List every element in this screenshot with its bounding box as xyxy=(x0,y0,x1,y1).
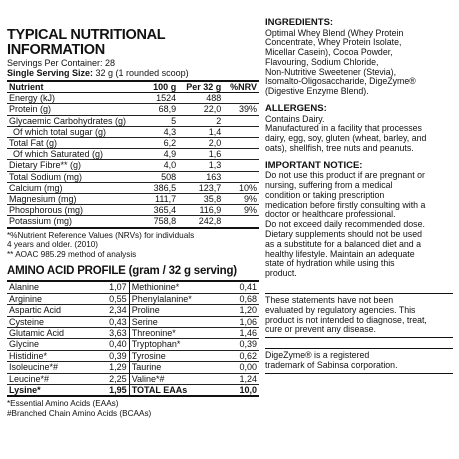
amino-value: 0,62 xyxy=(227,350,259,361)
value-100g: 6,2 xyxy=(147,138,178,149)
nutrient-name: Energy (kJ) xyxy=(7,93,147,104)
amino-value: 1,07 xyxy=(96,281,129,293)
notice-line: medication before firstly consulting with a xyxy=(265,199,426,210)
amino-row xyxy=(7,362,259,373)
amino-name: Alanine xyxy=(7,281,96,293)
notice-line: healthy lifestyle. Maintain an adequate xyxy=(265,248,415,259)
nutrient-name: Protein (g) xyxy=(7,104,147,115)
amino-value: 1,95 xyxy=(96,385,129,397)
value-nrv xyxy=(223,138,259,149)
notice-line: as a substitute for a balanced diet and a xyxy=(265,238,422,249)
nutrition-row xyxy=(7,115,259,126)
nutrition-row xyxy=(7,171,259,182)
value-per32g: 116,9 xyxy=(178,205,223,216)
value-nrv: 9% xyxy=(223,194,259,205)
amino-name: TOTAL EAAs xyxy=(129,385,226,397)
nutrition-row xyxy=(7,138,259,149)
amino-row xyxy=(7,350,259,361)
notice-line: doctor or healthcare professional. xyxy=(265,209,396,220)
amino-name: Serine xyxy=(129,316,226,327)
value-100g: 758,8 xyxy=(147,216,178,228)
allergens-text xyxy=(265,115,453,154)
servings-per-container: Servings Per Container: 28 xyxy=(7,58,116,68)
nutrient-name: Total Sodium (mg) xyxy=(7,171,147,182)
header-100g: 100 g xyxy=(147,81,178,93)
value-per32g: 1,6 xyxy=(178,149,223,160)
amino-value: 2,34 xyxy=(96,305,129,316)
value-100g: 4,0 xyxy=(147,160,178,171)
nutrition-panel xyxy=(7,28,259,419)
value-100g: 386,5 xyxy=(147,182,178,193)
ingredients-line: Isomalto-Oligosaccharide, DigeZyme® xyxy=(265,76,416,87)
nutrient-name: Potassium (mg) xyxy=(7,216,147,228)
notice-heading: IMPORTANT NOTICE: xyxy=(265,159,363,171)
value-per32g: 242,8 xyxy=(178,216,223,228)
notice-line: condition or taking prescription xyxy=(265,189,385,200)
amino-value: 1,46 xyxy=(227,328,259,339)
amino-value: 0,68 xyxy=(227,293,259,304)
trademark-line: trademark of Sabinsa corporation. xyxy=(265,360,398,371)
amino-name: Methionine* xyxy=(129,281,226,293)
amino-row xyxy=(7,385,259,397)
amino-title: AMINO ACID PROFILE (gram / 32 g serving) xyxy=(7,265,237,278)
amino-name: Proline xyxy=(129,305,226,316)
amino-footnotes xyxy=(7,399,259,418)
notice-line: Dietary supplements should not be used xyxy=(265,229,422,240)
header-nutrient: Nutrient xyxy=(7,81,147,93)
notice-line: state of hydration while using this xyxy=(265,258,395,269)
amino-name: Taurine xyxy=(129,362,226,373)
nutrition-row xyxy=(7,93,259,104)
footnote-age: 4 years and older. (2010) xyxy=(7,240,99,250)
amino-name: Lysine* xyxy=(7,385,96,397)
amino-row xyxy=(7,328,259,339)
amino-name: Histidine* xyxy=(7,350,96,361)
ingredients-line: Micellar Casein), Cocoa Powder, xyxy=(265,47,393,58)
nutrition-row xyxy=(7,194,259,205)
nutrient-name: Magnesium (mg) xyxy=(7,194,147,205)
notice-line: nursing, suffering from a medical xyxy=(265,180,393,191)
amino-value: 3,63 xyxy=(96,328,129,339)
value-nrv: 9% xyxy=(223,205,259,216)
trademark-text xyxy=(265,351,453,371)
amino-value: 1,06 xyxy=(227,316,259,327)
ingredients-heading: INGREDIENTS: xyxy=(265,17,334,28)
nutrition-row xyxy=(7,205,259,216)
ingredients-line: (Digestive Enzyme Blend). xyxy=(265,86,369,97)
allergens-line: dairy, egg, soy, gluten (wheat, barley, and xyxy=(265,133,427,144)
notice-text xyxy=(265,171,453,279)
header-per32g: Per 32 g xyxy=(178,81,223,93)
statement-box xyxy=(265,293,453,338)
nutrient-name: Total Fat (g) xyxy=(7,138,147,149)
amino-name: Aspartic Acid xyxy=(7,305,96,316)
nutrition-row xyxy=(7,126,259,137)
value-100g: 508 xyxy=(147,171,178,182)
statement-text xyxy=(265,296,453,335)
statement-line: These statements have not been xyxy=(265,295,394,306)
amino-table xyxy=(7,280,259,397)
value-nrv xyxy=(223,160,259,171)
amino-name: Leucine*# xyxy=(7,373,96,384)
amino-value: 1,29 xyxy=(96,362,129,373)
serving-size-value: 32 g (1 rounded scoop) xyxy=(93,68,189,78)
nutrient-name: Phosphorous (mg) xyxy=(7,205,147,216)
nutrient-name: Glycaemic Carbohydrates (g) xyxy=(7,115,147,126)
value-100g: 1524 xyxy=(147,93,178,104)
footnote-aoac: ** AOAC 985.29 method of analysis xyxy=(7,249,137,259)
amino-name: Tryptophan* xyxy=(129,339,226,350)
statement-line: cure or prevent any disease. xyxy=(265,324,377,335)
value-100g: 111,7 xyxy=(147,194,178,205)
info-panel xyxy=(265,18,453,374)
nutrition-row xyxy=(7,160,259,171)
amino-value: 1,24 xyxy=(227,373,259,384)
value-per32g: 22,0 xyxy=(178,104,223,115)
amino-value: 0,43 xyxy=(96,316,129,327)
value-nrv xyxy=(223,171,259,182)
amino-name: Phenylalanine* xyxy=(129,293,226,304)
value-100g: 4,9 xyxy=(147,149,178,160)
notice-line: Do not exceed daily recommended dose. xyxy=(265,219,425,230)
amino-name: Valine*# xyxy=(129,373,226,384)
value-nrv xyxy=(223,216,259,228)
nutrient-name: Calcium (mg) xyxy=(7,182,147,193)
value-nrv: 10% xyxy=(223,182,259,193)
ingredients-text xyxy=(265,29,453,98)
amino-value: 0,55 xyxy=(96,293,129,304)
nutrition-row xyxy=(7,149,259,160)
amino-value: 0,40 xyxy=(96,339,129,350)
nutrition-row xyxy=(7,182,259,193)
amino-value: 2,25 xyxy=(96,373,129,384)
value-nrv xyxy=(223,93,259,104)
serving-size xyxy=(7,68,259,78)
value-per32g: 35,8 xyxy=(178,194,223,205)
nutrition-row xyxy=(7,104,259,115)
nutrition-table xyxy=(7,80,259,229)
footnote-bcaa: #Branched Chain Amino Acids (BCAAs) xyxy=(7,409,152,419)
ingredients-line: Non-Nutritive Sweetener (Stevia), xyxy=(265,66,397,77)
trademark-box xyxy=(265,348,453,374)
amino-value: 0,39 xyxy=(227,339,259,350)
nutrition-title: TYPICAL NUTRITIONAL INFORMATION xyxy=(7,27,166,58)
nutrition-footnotes xyxy=(7,231,259,260)
nutrient-name: Dietary Fibre** (g) xyxy=(7,160,147,171)
nutrient-name: Of which Saturated (g) xyxy=(7,149,147,160)
allergens-heading: ALLERGENS: xyxy=(265,103,327,115)
amino-name: Cysteine xyxy=(7,316,96,327)
allergens-line: Manufactured in a facility that processes xyxy=(265,123,422,134)
value-100g: 5 xyxy=(147,115,178,126)
amino-name: Tyrosine xyxy=(129,350,226,361)
serving-size-label: Single Serving Size: xyxy=(7,68,94,78)
amino-row xyxy=(7,339,259,350)
statement-line: product is not intended to diagnose, treat, xyxy=(265,314,427,325)
allergens-line: oats), shellfish, tree nuts and peanuts. xyxy=(265,142,414,153)
trademark-line: DigeZyme® is a registered xyxy=(265,350,370,361)
value-nrv xyxy=(223,115,259,126)
ingredients-line: Optimal Whey Blend (Whey Protein xyxy=(265,27,404,38)
amino-name: Glycine xyxy=(7,339,96,350)
value-per32g: 1,4 xyxy=(178,126,223,137)
nutrient-name: Of which total sugar (g) xyxy=(7,126,147,137)
value-per32g: 2,0 xyxy=(178,138,223,149)
footnote-nrv: *%Nutrient Reference Values (NRVs) for individuals xyxy=(7,230,195,240)
amino-row xyxy=(7,305,259,316)
amino-value: 1,20 xyxy=(227,305,259,316)
value-nrv: 39% xyxy=(223,104,259,115)
ingredients-line: Concentrate, Whey Protein Isolate, xyxy=(265,37,402,48)
statement-line: evaluated by regulatory agencies. This xyxy=(265,304,416,315)
notice-line: Do not use this product if are pregnant or xyxy=(265,170,425,181)
value-per32g: 488 xyxy=(178,93,223,104)
value-100g: 68,9 xyxy=(147,104,178,115)
nutrition-header-row xyxy=(7,81,259,93)
value-per32g: 163 xyxy=(178,171,223,182)
amino-value: 0,39 xyxy=(96,350,129,361)
value-nrv xyxy=(223,126,259,137)
amino-row xyxy=(7,316,259,327)
amino-row xyxy=(7,293,259,304)
amino-name: Glutamic Acid xyxy=(7,328,96,339)
amino-row xyxy=(7,281,259,293)
amino-name: Threonine* xyxy=(129,328,226,339)
value-per32g: 123,7 xyxy=(178,182,223,193)
value-per32g: 2 xyxy=(178,115,223,126)
amino-value: 0,00 xyxy=(227,362,259,373)
amino-value: 0,41 xyxy=(227,281,259,293)
allergens-line: Contains Dairy. xyxy=(265,113,325,124)
ingredients-line: Flavouring, Sodium Chloride, xyxy=(265,56,379,67)
amino-value: 10,0 xyxy=(227,385,259,397)
value-nrv xyxy=(223,149,259,160)
value-100g: 4,3 xyxy=(147,126,178,137)
header-nrv: %NRV xyxy=(223,81,259,93)
value-100g: 365,4 xyxy=(147,205,178,216)
amino-name: Arginine xyxy=(7,293,96,304)
amino-name: Isoleucine*# xyxy=(7,362,96,373)
amino-row xyxy=(7,373,259,384)
nutrition-row xyxy=(7,216,259,228)
footnote-eaa: *Essential Amino Acids (EAAs) xyxy=(7,399,119,409)
notice-line: product. xyxy=(265,268,297,279)
value-per32g: 1,3 xyxy=(178,160,223,171)
